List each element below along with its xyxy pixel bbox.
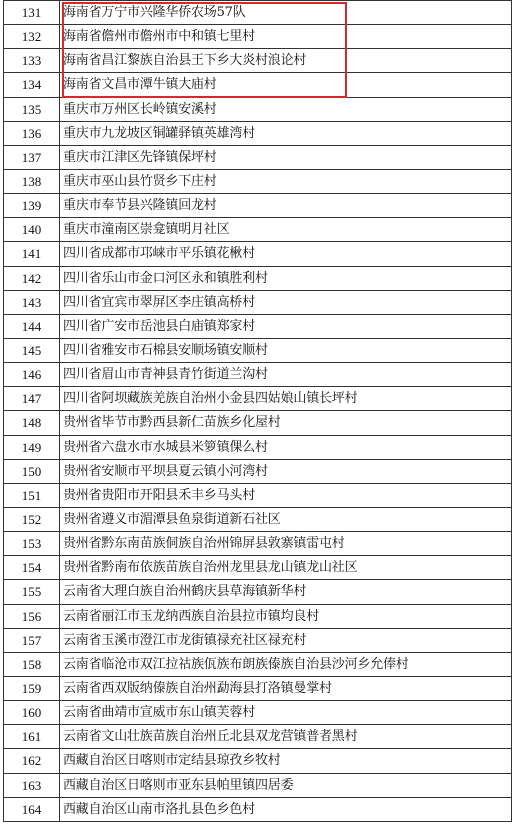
row-number-cell: 161 [4, 725, 60, 749]
table-row [4, 749, 512, 773]
table-row [4, 25, 512, 49]
table-row [4, 73, 512, 97]
table-row [4, 314, 512, 338]
village-name-cell: 贵州省贵阳市开阳县禾丰乡马头村 [60, 483, 512, 507]
table-row [4, 145, 512, 169]
row-number-cell: 149 [4, 435, 60, 459]
village-name-cell: 贵州省安顺市平坝县夏云镇小河湾村 [60, 459, 512, 483]
table-row [4, 97, 512, 121]
village-name-cell: 重庆市江津区先锋镇保坪村 [60, 145, 512, 169]
row-number-cell: 138 [4, 169, 60, 193]
village-name-cell: 重庆市万州区长岭镇安溪村 [60, 97, 512, 121]
table-row [4, 556, 512, 580]
table-row [4, 773, 512, 797]
row-number-cell: 143 [4, 290, 60, 314]
row-number-cell: 135 [4, 97, 60, 121]
table-row [4, 701, 512, 725]
village-name-cell: 重庆市潼南区崇龛镇明月社区 [60, 218, 512, 242]
table-row [4, 604, 512, 628]
village-name-cell: 西藏自治区日喀则市亚东县帕里镇四居委 [60, 773, 512, 797]
row-number-cell: 158 [4, 652, 60, 676]
village-name-cell: 海南省儋州市儋州市中和镇七里村 [60, 25, 512, 49]
village-name-cell: 海南省文昌市潭牛镇大庙村 [60, 73, 512, 97]
village-name-cell: 云南省西双版纳傣族自治州勐海县打洛镇曼掌村 [60, 676, 512, 700]
table-row [4, 363, 512, 387]
village-name-cell: 四川省眉山市青神县青竹街道兰沟村 [60, 363, 512, 387]
row-number-cell: 150 [4, 459, 60, 483]
row-number-cell: 156 [4, 604, 60, 628]
row-number-cell: 131 [4, 1, 60, 25]
village-name-cell: 四川省乐山市金口河区永和镇胜利村 [60, 266, 512, 290]
row-number-cell: 146 [4, 363, 60, 387]
village-name-cell: 西藏自治区日喀则市定结县琼孜乡牧村 [60, 749, 512, 773]
table-row [4, 483, 512, 507]
row-number-cell: 148 [4, 411, 60, 435]
row-number-cell: 144 [4, 314, 60, 338]
village-list-body [4, 1, 512, 822]
table-row [4, 387, 512, 411]
table-row [4, 532, 512, 556]
row-number-cell: 140 [4, 218, 60, 242]
village-name-cell: 海南省昌江黎族自治县王下乡大炎村浪论村 [60, 49, 512, 73]
village-name-cell: 贵州省遵义市湄潭县鱼泉街道新石社区 [60, 507, 512, 531]
row-number-cell: 153 [4, 532, 60, 556]
village-name-cell: 贵州省黔南布依族苗族自治州龙里县龙山镇龙山社区 [60, 556, 512, 580]
village-name-cell: 海南省万宁市兴隆华侨农场57队 [60, 1, 512, 25]
row-number-cell: 133 [4, 49, 60, 73]
village-name-cell: 贵州省黔东南苗族侗族自治州锦屏县敦寨镇雷屯村 [60, 532, 512, 556]
table-row [4, 121, 512, 145]
table-row [4, 797, 512, 821]
village-list-sheet [3, 0, 512, 822]
table-row [4, 459, 512, 483]
village-name-cell: 四川省广安市岳池县白庙镇郑家村 [60, 314, 512, 338]
row-number-cell: 163 [4, 773, 60, 797]
row-number-cell: 132 [4, 25, 60, 49]
table-row [4, 725, 512, 749]
table-row [4, 652, 512, 676]
table-row [4, 242, 512, 266]
row-number-cell: 147 [4, 387, 60, 411]
village-name-cell: 四川省阿坝藏族羌族自治州小金县四姑娘山镇长坪村 [60, 387, 512, 411]
table-row [4, 49, 512, 73]
village-name-cell: 四川省雅安市石棉县安顺场镇安顺村 [60, 338, 512, 362]
row-number-cell: 141 [4, 242, 60, 266]
village-name-cell: 云南省临沧市双江拉祜族佤族布朗族傣族自治县沙河乡允俸村 [60, 652, 512, 676]
table-row [4, 676, 512, 700]
table-row [4, 1, 512, 25]
row-number-cell: 134 [4, 73, 60, 97]
table-row [4, 290, 512, 314]
row-number-cell: 145 [4, 338, 60, 362]
row-number-cell: 136 [4, 121, 60, 145]
village-name-cell: 西藏自治区山南市洛扎县色乡色村 [60, 797, 512, 821]
table-row [4, 266, 512, 290]
village-name-cell: 云南省文山壮族苗族自治州丘北县双龙营镇普者黑村 [60, 725, 512, 749]
row-number-cell: 164 [4, 797, 60, 821]
village-name-cell: 贵州省毕节市黔西县新仁苗族乡化屋村 [60, 411, 512, 435]
row-number-cell: 155 [4, 580, 60, 604]
table-row [4, 411, 512, 435]
row-number-cell: 142 [4, 266, 60, 290]
row-number-cell: 160 [4, 701, 60, 725]
village-name-cell: 贵州省六盘水市水城县米箩镇倮么村 [60, 435, 512, 459]
table-row [4, 169, 512, 193]
table-row [4, 218, 512, 242]
village-name-cell: 云南省玉溪市澄江市龙街镇禄充社区禄充村 [60, 628, 512, 652]
table-row [4, 435, 512, 459]
row-number-cell: 137 [4, 145, 60, 169]
village-name-cell: 四川省成都市邛崃市平乐镇花楸村 [60, 242, 512, 266]
village-name-cell: 重庆市九龙坡区铜罐驿镇英雄湾村 [60, 121, 512, 145]
row-number-cell: 151 [4, 483, 60, 507]
row-number-cell: 157 [4, 628, 60, 652]
row-number-cell: 159 [4, 676, 60, 700]
village-name-cell: 云南省大理白族自治州鹤庆县草海镇新华村 [60, 580, 512, 604]
table-row [4, 580, 512, 604]
row-number-cell: 154 [4, 556, 60, 580]
village-name-cell: 四川省宜宾市翠屏区李庄镇高桥村 [60, 290, 512, 314]
village-name-cell: 重庆市奉节县兴隆镇回龙村 [60, 194, 512, 218]
table-row [4, 507, 512, 531]
table-row [4, 194, 512, 218]
village-list-table [3, 0, 512, 822]
row-number-cell: 152 [4, 507, 60, 531]
row-number-cell: 139 [4, 194, 60, 218]
row-number-cell: 162 [4, 749, 60, 773]
village-name-cell: 重庆市巫山县竹贤乡下庄村 [60, 169, 512, 193]
table-row [4, 338, 512, 362]
village-name-cell: 云南省丽江市玉龙纳西族自治县拉市镇均良村 [60, 604, 512, 628]
table-row [4, 628, 512, 652]
village-name-cell: 云南省曲靖市宣威市东山镇芙蓉村 [60, 701, 512, 725]
